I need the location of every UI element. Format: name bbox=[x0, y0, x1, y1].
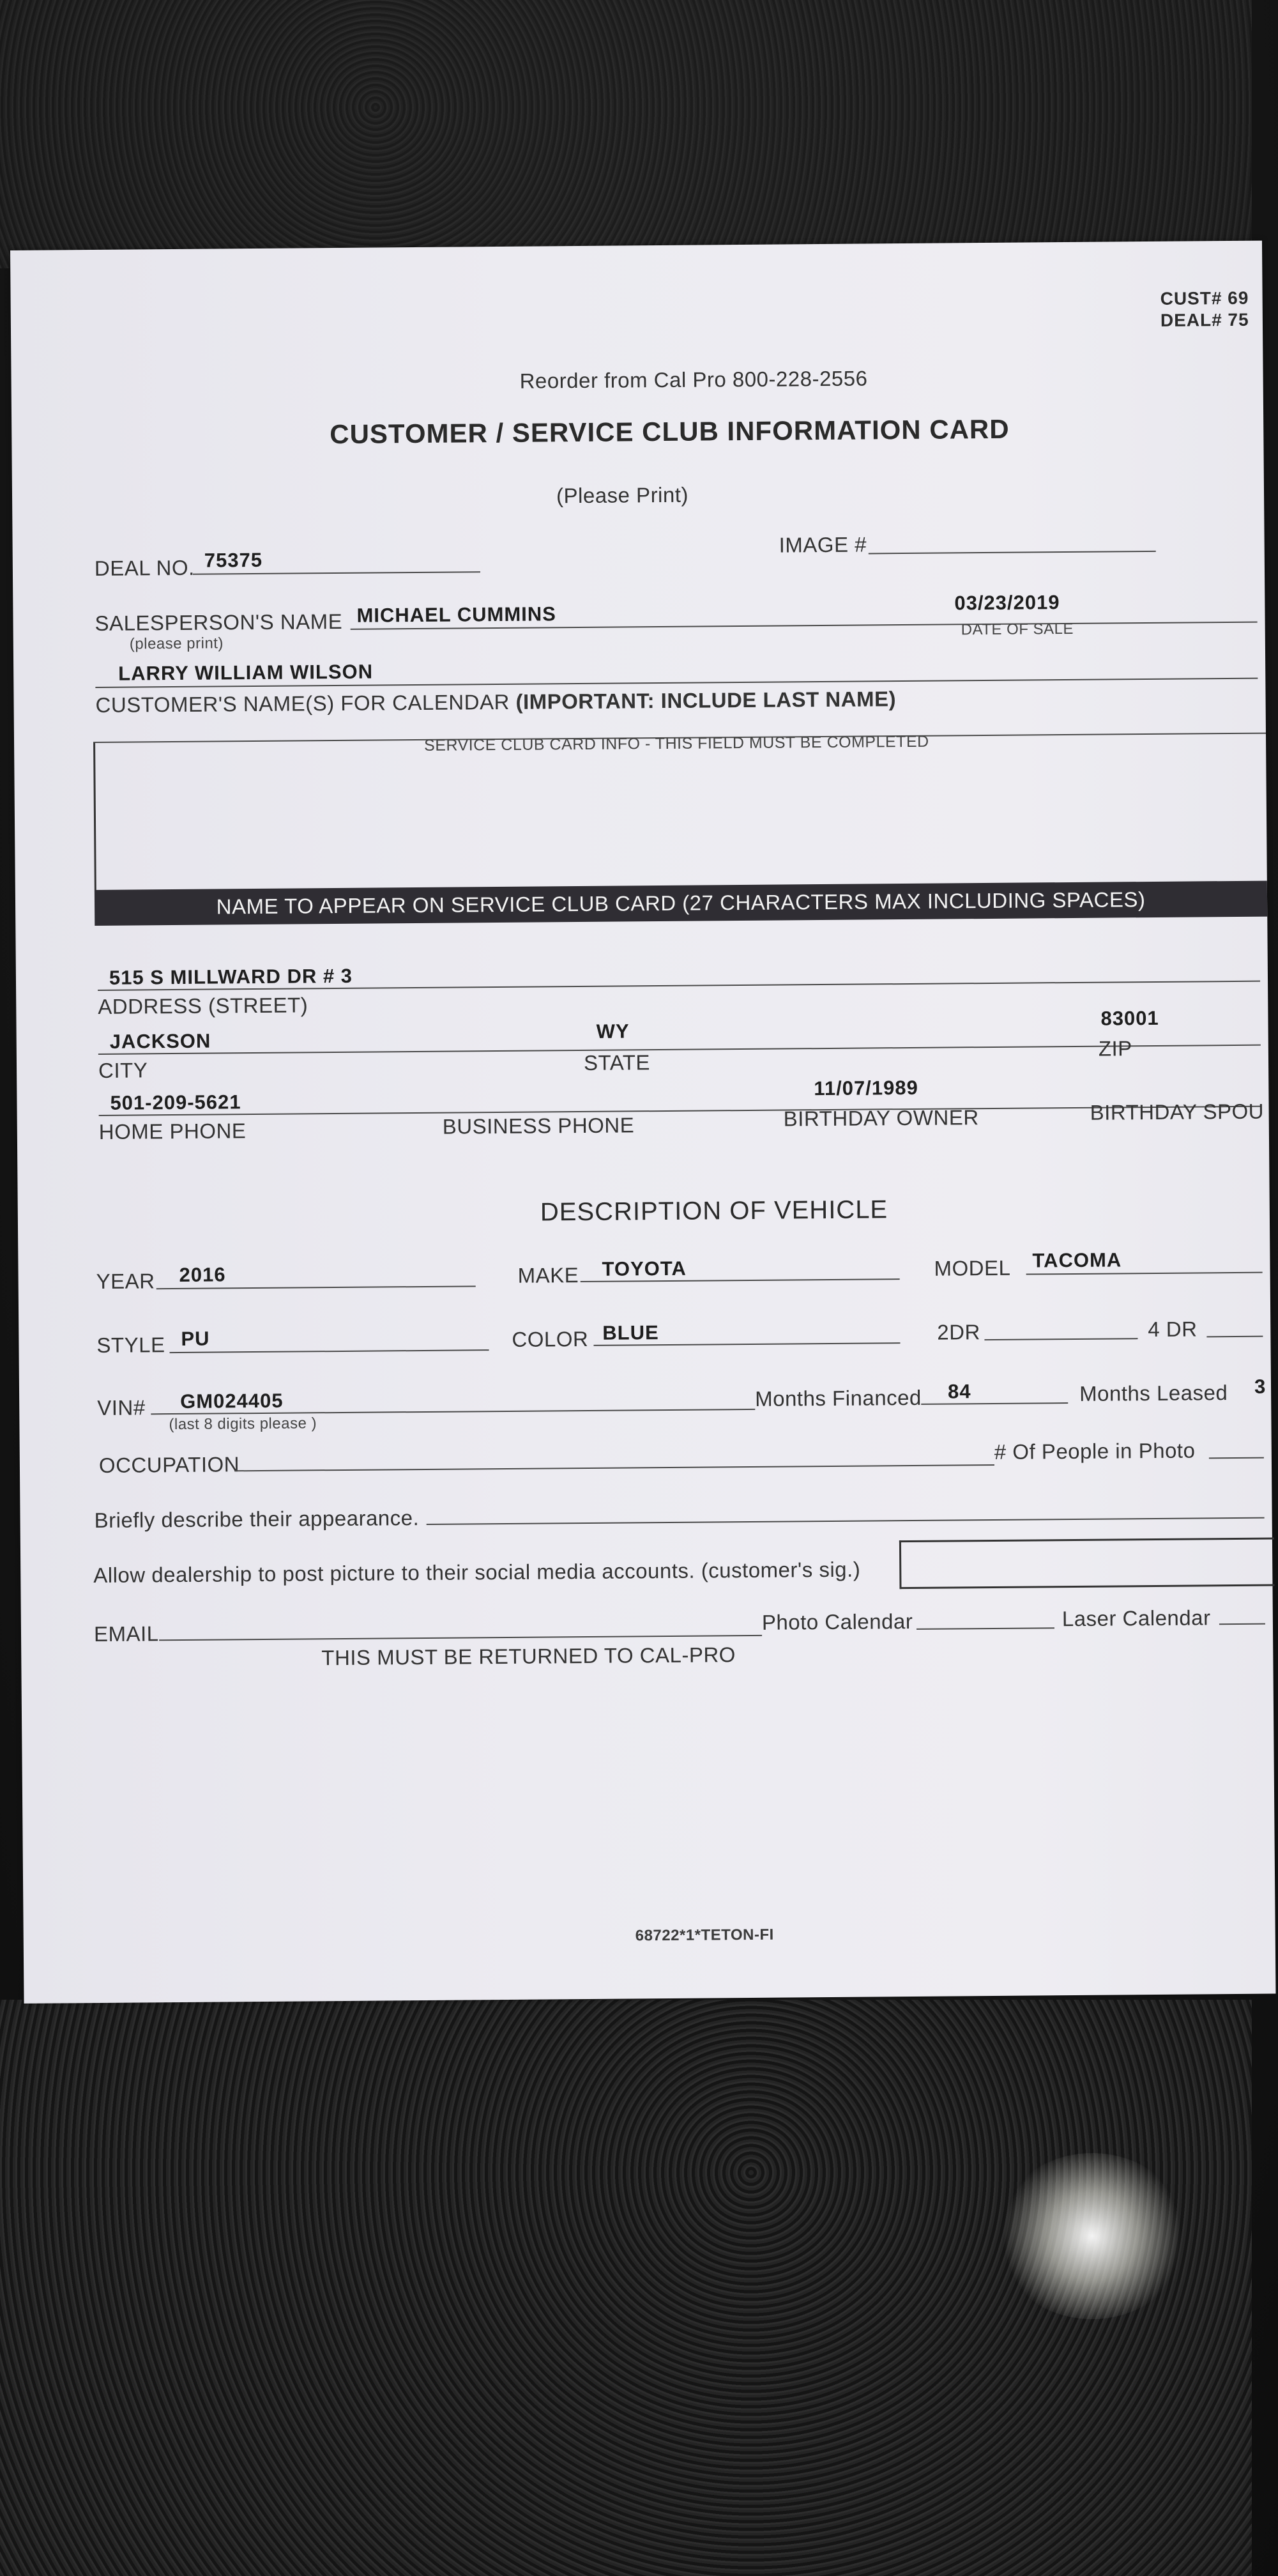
laser-calendar-label: Laser Calendar bbox=[1061, 1606, 1211, 1631]
model-label: MODEL bbox=[934, 1255, 1011, 1280]
vin-label: VIN# bbox=[97, 1395, 146, 1420]
year-label: YEAR bbox=[96, 1269, 155, 1293]
home-phone-value[interactable]: 501-209-5621 bbox=[110, 1091, 241, 1114]
light-glare bbox=[996, 2153, 1188, 2319]
state-value[interactable]: WY bbox=[596, 1020, 630, 1043]
salesperson-sublabel: (please print) bbox=[129, 634, 224, 653]
vin-value[interactable]: GM024405 bbox=[180, 1389, 284, 1413]
style-value[interactable]: PU bbox=[181, 1327, 210, 1350]
page-title: CUSTOMER / SERVICE CLUB INFORMATION CARD bbox=[330, 413, 1010, 450]
salesperson-label: SALESPERSON'S NAME bbox=[95, 609, 343, 635]
months-financed-value[interactable]: 84 bbox=[947, 1380, 971, 1403]
customer-name-label-important: (IMPORTANT: INCLUDE LAST NAME) bbox=[515, 687, 897, 714]
four-door-line[interactable] bbox=[1206, 1336, 1263, 1338]
appearance-label: Briefly describe their appearance. bbox=[94, 1506, 420, 1533]
state-label: STATE bbox=[583, 1050, 651, 1075]
city-label: CITY bbox=[98, 1058, 148, 1082]
customer-name-value[interactable]: LARRY WILLIAM WILSON bbox=[118, 660, 374, 685]
social-media-signature-box[interactable] bbox=[899, 1538, 1275, 1590]
months-leased-value[interactable]: 3 bbox=[1254, 1375, 1267, 1398]
service-club-banner: NAME TO APPEAR ON SERVICE CLUB CARD (27 CHARACTERS MAX INCLUDING SPACES) bbox=[95, 881, 1267, 926]
occupation-line[interactable] bbox=[234, 1464, 994, 1471]
deal-no-value[interactable]: 75375 bbox=[204, 548, 263, 572]
home-phone-label: HOME PHONE bbox=[98, 1119, 247, 1144]
service-club-info: SERVICE CLUB CARD INFO - THIS FIELD MUST BE COMPLETED bbox=[423, 732, 929, 755]
color-value[interactable]: BLUE bbox=[602, 1321, 659, 1344]
deal-number-corner: DEAL# 75 bbox=[1160, 309, 1249, 330]
laser-calendar-line[interactable] bbox=[1219, 1623, 1265, 1625]
date-of-sale-value[interactable]: 03/23/2019 bbox=[954, 591, 1060, 615]
social-media-label: Allow dealership to post picture to their social media accounts. (customer's sig.) bbox=[93, 1557, 861, 1588]
vin-note: (last 8 digits please ) bbox=[169, 1414, 317, 1434]
style-label: STYLE bbox=[96, 1333, 165, 1357]
zip-value[interactable]: 83001 bbox=[1100, 1006, 1159, 1030]
model-line bbox=[1026, 1272, 1263, 1275]
customer-name-label-text: CUSTOMER'S NAME(S) FOR CALENDAR bbox=[95, 689, 510, 717]
months-financed-line bbox=[921, 1402, 1068, 1405]
zip-label: ZIP bbox=[1098, 1036, 1132, 1061]
months-leased-label: Months Leased bbox=[1079, 1381, 1228, 1406]
reorder-text: Reorder from Cal Pro 800-228-2556 bbox=[519, 366, 868, 393]
year-value[interactable]: 2016 bbox=[179, 1263, 226, 1286]
email-line[interactable] bbox=[159, 1635, 762, 1641]
phone-line bbox=[99, 1106, 1261, 1116]
street-value[interactable]: 515 S MILLWARD DR # 3 bbox=[109, 964, 353, 989]
email-label: EMAIL bbox=[93, 1621, 159, 1646]
make-label: MAKE bbox=[517, 1263, 579, 1287]
information-card-paper bbox=[10, 241, 1275, 2004]
customer-name-label bbox=[95, 687, 896, 717]
image-number-label: IMAGE # bbox=[779, 532, 867, 557]
street-label: ADDRESS (STREET) bbox=[98, 993, 308, 1018]
four-door-label: 4 DR bbox=[1148, 1317, 1198, 1342]
city-value[interactable]: JACKSON bbox=[109, 1029, 211, 1053]
vehicle-section-title: DESCRIPTION OF VEHICLE bbox=[540, 1195, 888, 1227]
birthday-owner-value[interactable]: 11/07/1989 bbox=[814, 1076, 918, 1100]
countertop-top bbox=[0, 0, 1252, 268]
business-phone-label: BUSINESS PHONE bbox=[442, 1113, 635, 1138]
model-value[interactable]: TACOMA bbox=[1032, 1248, 1122, 1272]
birthday-spouse-label: BIRTHDAY SPOU bbox=[1090, 1099, 1265, 1124]
city-state-zip-line bbox=[98, 1045, 1261, 1055]
service-club-name-box[interactable] bbox=[93, 734, 1269, 890]
date-of-sale-label: DATE OF SALE bbox=[961, 620, 1074, 639]
occupation-label: OCCUPATION bbox=[98, 1452, 240, 1477]
style-line bbox=[170, 1349, 489, 1353]
salesperson-value[interactable]: MICHAEL CUMMINS bbox=[356, 602, 557, 627]
footer-code: 68722*1*TETON-FI bbox=[635, 1926, 774, 1945]
people-in-photo-label: # Of People in Photo bbox=[994, 1438, 1196, 1464]
two-door-label: 2DR bbox=[937, 1320, 981, 1344]
birthday-owner-label: BIRTHDAY OWNER bbox=[783, 1105, 979, 1131]
deal-no-label: DEAL NO. bbox=[94, 555, 195, 580]
cust-number: CUST# 69 bbox=[1160, 288, 1249, 309]
photo-calendar-label: Photo Calendar bbox=[761, 1609, 913, 1634]
make-value[interactable]: TOYOTA bbox=[602, 1257, 687, 1280]
people-in-photo-line[interactable] bbox=[1209, 1457, 1264, 1459]
photo-calendar-line[interactable] bbox=[917, 1627, 1054, 1630]
months-financed-label: Months Financed bbox=[755, 1385, 922, 1411]
please-print-note: (Please Print) bbox=[556, 482, 689, 508]
color-label: COLOR bbox=[512, 1326, 589, 1351]
image-number-line[interactable] bbox=[869, 551, 1156, 555]
appearance-line[interactable] bbox=[427, 1517, 1265, 1525]
two-door-line[interactable] bbox=[984, 1338, 1137, 1340]
return-note: THIS MUST BE RETURNED TO CAL-PRO bbox=[321, 1643, 736, 1670]
